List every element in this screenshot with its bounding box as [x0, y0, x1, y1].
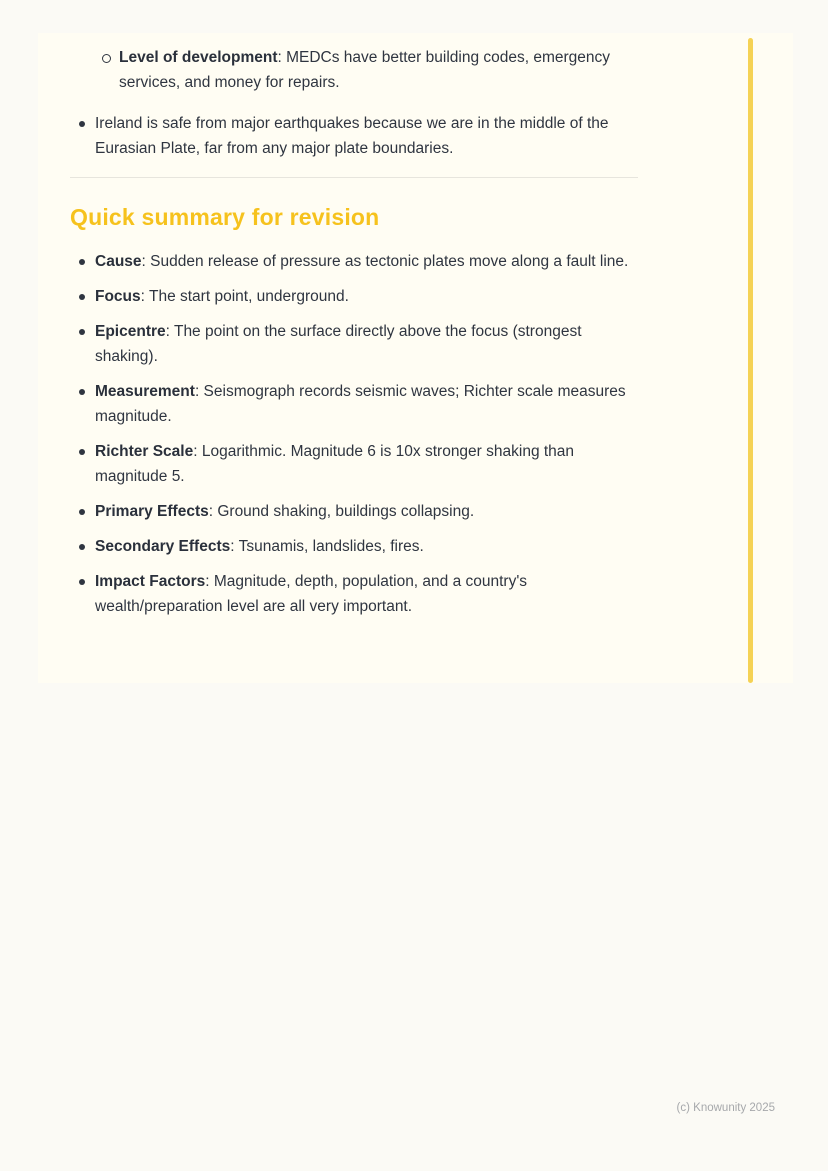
term-label: Level of development — [119, 49, 278, 66]
summary-text: : The point on the surface directly above the focus (strongest shaking). — [95, 323, 582, 365]
card-edge-line — [748, 38, 753, 683]
summary-item — [70, 499, 638, 524]
notes-content — [70, 45, 638, 619]
summary-text: : The start point, underground. — [140, 288, 349, 305]
section-heading: Quick summary for revision — [70, 204, 380, 230]
summary-text: : Seismograph records seismic waves; Richter scale measures magnitude. — [95, 383, 626, 425]
summary-term: Impact Factors — [95, 573, 206, 590]
summary-text: : Magnitude, depth, population, and a country's wealth/preparation level are all very important. — [95, 573, 528, 615]
summary-item — [70, 249, 638, 274]
bullet-text: Ireland is safe from major earthquakes because we are in the middle of the Eurasian Plate, far from any major plate boundaries. — [95, 115, 609, 157]
summary-text: : Ground shaking, buildings collapsing. — [208, 503, 475, 520]
term-text: : MEDCs have better building codes, emergency services, and money for repairs. — [119, 49, 611, 91]
summary-term: Cause — [95, 253, 142, 270]
section-divider — [70, 177, 638, 178]
summary-text: : Logarithmic. Magnitude 6 is 10x stronger shaking than magnitude 5. — [95, 443, 575, 485]
summary-list — [70, 249, 638, 619]
summary-item — [70, 319, 638, 369]
sub-bullet-item — [94, 45, 638, 95]
top-bullet-list — [70, 111, 638, 161]
notes-card — [38, 33, 793, 683]
summary-term: Richter Scale — [95, 443, 194, 460]
summary-item — [70, 439, 638, 489]
summary-item — [70, 284, 638, 309]
summary-term: Measurement — [95, 383, 195, 400]
summary-item — [70, 379, 638, 429]
summary-text: : Tsunamis, landslides, fires. — [230, 538, 424, 555]
summary-term: Focus — [95, 288, 141, 305]
footer-copyright: (c) Knowunity 2025 — [676, 1102, 775, 1114]
sub-bullet-list — [94, 45, 638, 95]
summary-item — [70, 569, 638, 619]
summary-item — [70, 534, 638, 559]
summary-term: Epicentre — [95, 323, 166, 340]
summary-term: Primary Effects — [95, 503, 209, 520]
summary-term: Secondary Effects — [95, 538, 231, 555]
top-bullet-item — [70, 111, 638, 161]
summary-text: : Sudden release of pressure as tectonic plates move along a fault line. — [141, 253, 629, 270]
